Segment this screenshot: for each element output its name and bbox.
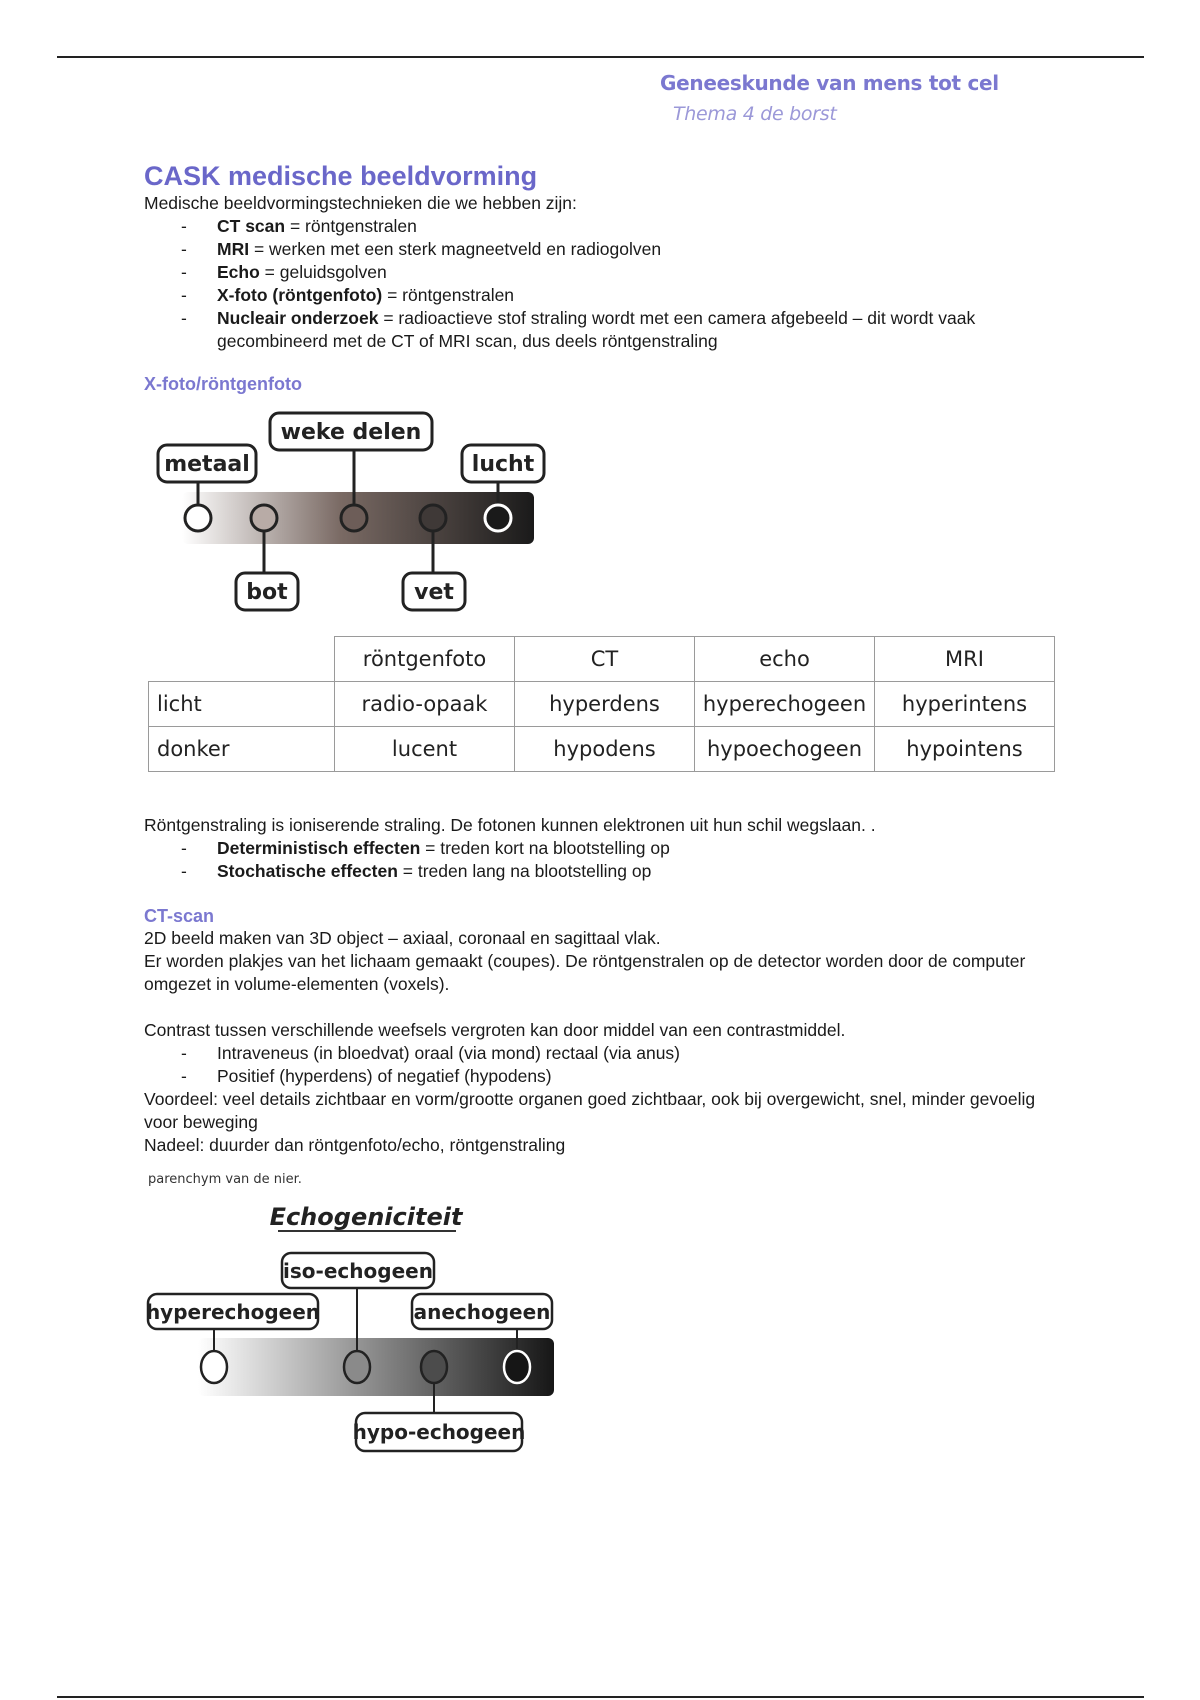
table-cell: hypodens	[515, 727, 695, 772]
course-title: Geneeskunde van mens tot cel	[660, 71, 999, 95]
table-header: MRI	[875, 637, 1055, 682]
echogenicity-figure	[144, 1171, 584, 1471]
intro-text: Medische beeldvormingstechnieken die we hebben zijn:	[144, 193, 577, 213]
table-cell: donker	[149, 727, 335, 772]
hyper-marker	[201, 1351, 227, 1383]
label-metal: metaal	[164, 452, 250, 477]
list-item: - Positief (hyperdens) of negatief (hypodens)	[144, 1065, 1059, 1088]
an-marker	[504, 1351, 530, 1383]
comparison-table	[148, 636, 1055, 772]
soft-tissue-marker	[341, 505, 367, 531]
label-hypo: hypo-echogeen	[352, 1420, 526, 1444]
list-item: - CT scan = röntgenstralen	[144, 215, 1059, 238]
table-cell: lucent	[335, 727, 515, 772]
hypo-marker	[421, 1351, 447, 1383]
xray-heading: X-foto/röntgenfoto	[144, 374, 302, 394]
air-marker	[485, 505, 511, 531]
ct-paragraph: Contrast tussen verschillende weefsels vergroten kan door middel van een contrastmiddel.	[144, 1020, 846, 1040]
table-cell: hyperechogeen	[695, 682, 875, 727]
list-item: - Echo = geluidsgolven	[144, 261, 1059, 284]
iso-marker	[344, 1351, 370, 1383]
table-cell: hypointens	[875, 727, 1055, 772]
list-item: - Intraveneus (in bloedvat) oraal (via mond) rectaal (via anus)	[144, 1042, 1059, 1065]
table-header: röntgenfoto	[335, 637, 515, 682]
table-cell: radio-opaak	[335, 682, 515, 727]
table-cell	[149, 637, 335, 682]
contrast-list	[144, 1042, 1059, 1088]
caption-fragment: parenchym van de nier.	[148, 1172, 302, 1187]
xray-density-figure	[144, 397, 564, 622]
label-iso: iso-echogeen	[283, 1259, 433, 1283]
table-cell: licht	[149, 682, 335, 727]
table-cell: hyperdens	[515, 682, 695, 727]
techniques-list	[144, 215, 1059, 353]
list-item: - Nucleair onderzoek = radioactieve stof straling wordt met een camera afgebeeld – dit wordt vaak gecombineerd met de CT of MRI scan, dus deels röntgenstraling	[144, 307, 1059, 353]
list-item: - X-foto (röntgenfoto) = röntgenstralen	[144, 284, 1059, 307]
table-row	[149, 727, 1055, 772]
document-body	[144, 160, 1059, 1471]
label-an: anechogeen	[413, 1300, 551, 1324]
effects-list	[144, 837, 1059, 883]
table-header: echo	[695, 637, 875, 682]
table-header: CT	[515, 637, 695, 682]
table-row	[149, 637, 1055, 682]
ct-heading: CT-scan	[144, 906, 215, 926]
radiation-text: Röntgenstraling is ioniserende straling. De fotonen kunnen elektronen uit hun schil wegslaan. .	[144, 815, 876, 835]
list-item: - Deterministisch effecten = treden kort na blootstelling op	[144, 837, 1059, 860]
disadvantage-text: Nadeel: duurder dan röntgenfoto/echo, röntgenstraling	[144, 1135, 566, 1155]
ct-paragraph: Er worden plakjes van het lichaam gemaakt (coupes). De röntgenstralen op de detector worden door de computer omgezet in volume-elementen (voxels).	[144, 951, 1026, 994]
echo-figure-title: Echogeniciteit	[269, 1203, 463, 1231]
bone-marker	[251, 505, 277, 531]
advantage-text: Voordeel: veel details zichtbaar en vorm/grootte organen goed zichtbaar, ook bij overgewicht, snel, minder gevoelig voor beweging	[144, 1089, 1036, 1132]
label-hyper: hyperechogeen	[145, 1300, 321, 1324]
metal-marker	[185, 505, 211, 531]
label-bone: bot	[246, 580, 288, 605]
theme-subtitle: Thema 4 de borst	[673, 103, 837, 125]
ct-paragraph: 2D beeld maken van 3D object – axiaal, coronaal en sagittaal vlak.	[144, 928, 661, 948]
list-item: - MRI = werken met een sterk magneetveld en radiogolven	[144, 238, 1059, 261]
header-rule	[57, 56, 1144, 58]
page-title: CASK medische beeldvorming	[144, 161, 538, 191]
list-item: - Stochatische effecten = treden lang na blootstelling op	[144, 860, 1059, 883]
table-cell: hypoechogeen	[695, 727, 875, 772]
table-row	[149, 682, 1055, 727]
label-soft-tissue: weke delen	[280, 420, 422, 445]
label-air: lucht	[471, 452, 535, 477]
label-fat: vet	[414, 580, 454, 605]
fat-marker	[420, 505, 446, 531]
echo-gradient-bar	[198, 1338, 554, 1396]
table-cell: hyperintens	[875, 682, 1055, 727]
footer-rule	[57, 1696, 1144, 1698]
